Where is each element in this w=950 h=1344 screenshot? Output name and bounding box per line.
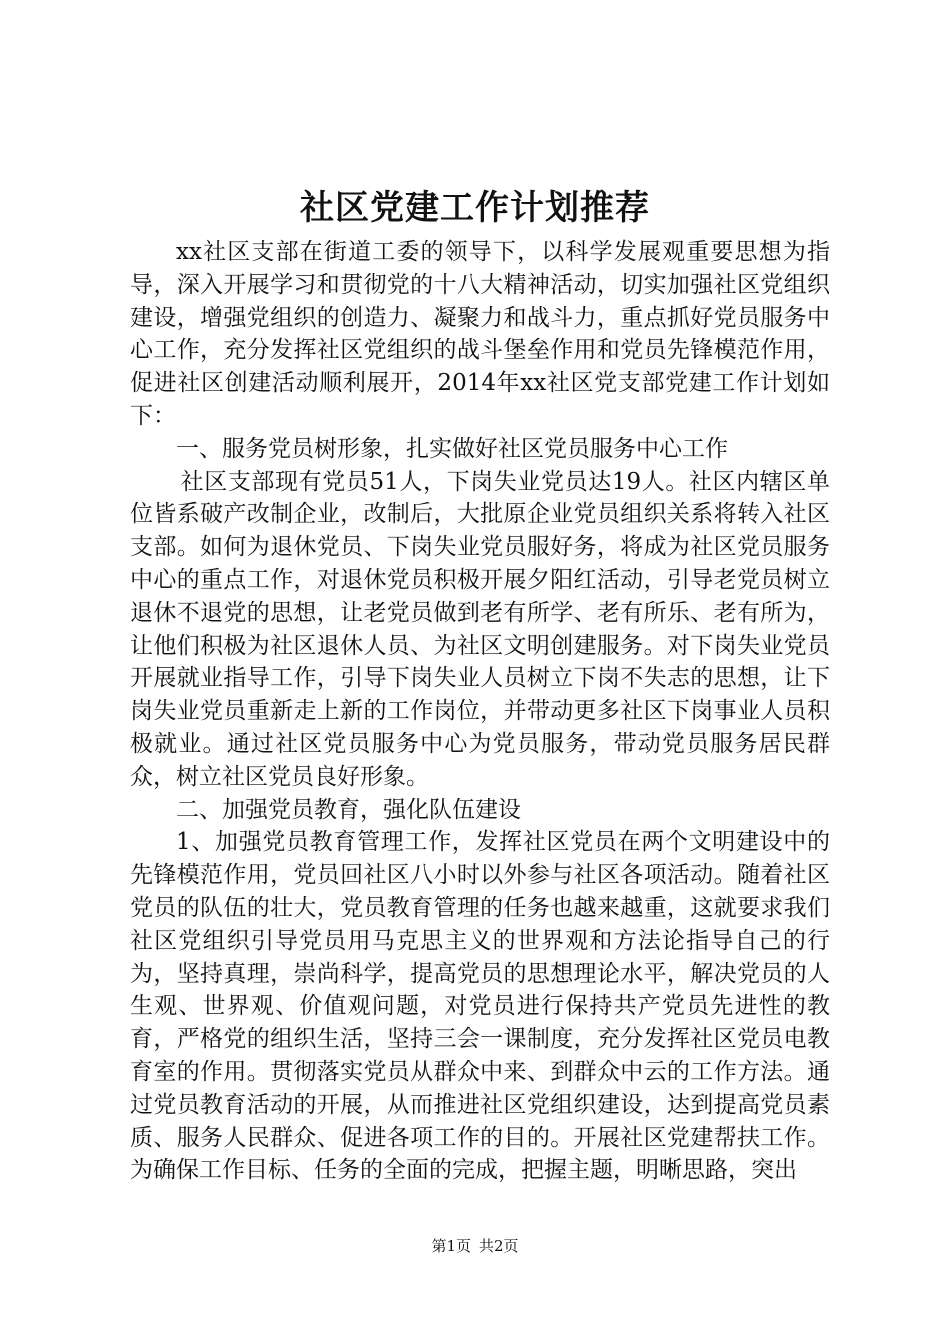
page-footer bbox=[0, 1236, 950, 1256]
section-2-paragraph: 1、加强党员教育管理工作，发挥社区党员在两个文明建设中的先锋模范作用，党员回社区八小时以外参与社区各项活动。随着社区党员的队伍的壮大，党员教育管理的任务也越来越重，这就要求我们社区党组织引导党员用马克思主义的世界观和方法论指导自己的行为，坚持真理，崇尚科学，提高党员的思想理论水平，解决党员的人生观、世界观、价值观问题，对党员进行保持共产党员先进性的教育，严格党的组织生活，坚持三会一课制度，充分发挥社区党员电教育室的作用。贯彻落实党员从群众中来、到群众中云的工作方法。通过党员教育活动的开展，从而推进社区党组织建设，达到提高党员素质、服务人民群众、促进各项工作的目的。开展社区党建帮扶工作。为确保工作目标、任务的全面的完成，把握主题，明晰思路，突出 bbox=[130, 829, 830, 1184]
section-heading-1: 一、服务党员树形象，扎实做好社区党员服务中心工作 bbox=[176, 435, 728, 462]
intro-paragraph: xx社区支部在街道工委的领导下，以科学发展观重要思想为指导，深入开展学习和贯彻党的十八大精神活动，切实加强社区党组织建设，增强党组织的创造力、凝聚力和战斗力，重点抓好党员服务中心工作，充分发挥社区党组织的战斗堡垒作用和党员先锋模范作用，促进社区创建活动顺利展开，2014年xx社区党支部党建工作计划如下： bbox=[130, 239, 830, 429]
page-number: 第1页 bbox=[431, 1237, 471, 1255]
section-heading-2: 二、加强党员教育，强化队伍建设 bbox=[176, 796, 521, 823]
document-title: 社区党建工作计划推荐 bbox=[300, 188, 650, 228]
section-1-paragraph: 社区支部现有党员51人，下岗失业党员达19人。社区内辖区单位皆系破产改制企业，改制后，大批原企业党员组织关系将转入社区支部。如何为退休党员、下岗失业党员服好务，将成为社区党员服务中心的重点工作，对退休党员积极开展夕阳红活动，引导老党员树立退休不退党的思想，让老党员做到老有所学、老有所乐、老有所为，让他们积极为社区退休人员、为社区文明创建服务。对下岗失业党员开展就业指导工作，引导下岗失业人员树立下岗不失志的思想，让下岗失业党员重新走上新的工作岗位，并带动更多社区下岗事业人员积极就业。通过社区党员服务中心为党员服务，带动党员服务居民群众，树立社区党员良好形象。 bbox=[130, 468, 830, 790]
document-body bbox=[130, 236, 830, 1187]
page-total: 共2页 bbox=[479, 1237, 519, 1255]
